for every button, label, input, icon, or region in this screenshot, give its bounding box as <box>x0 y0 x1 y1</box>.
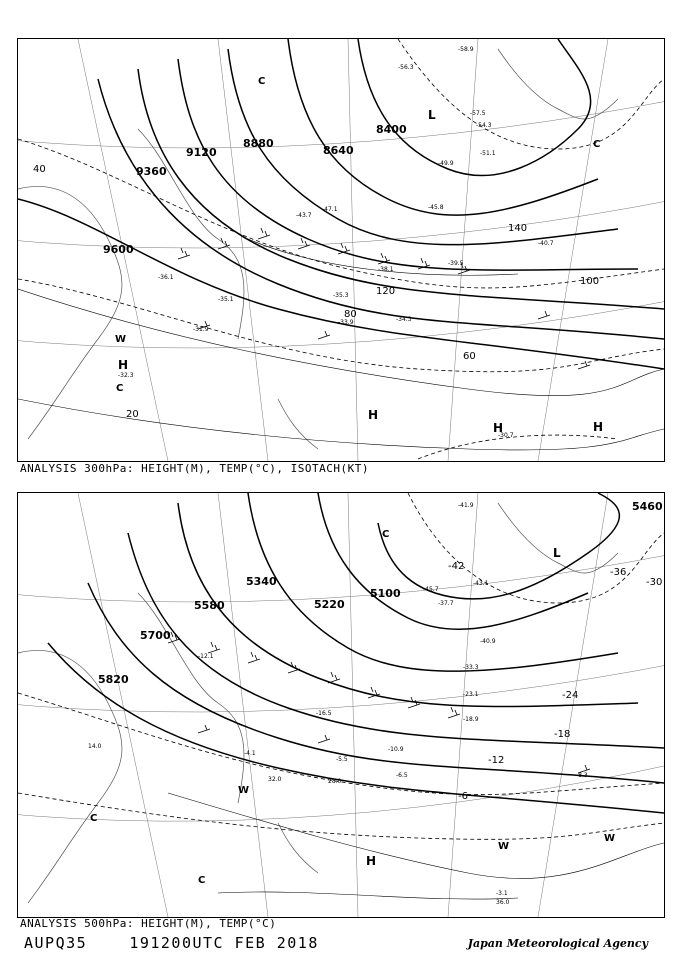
temperature-label: -32.3 <box>118 372 134 379</box>
temperature-label: -33.9 <box>338 319 354 326</box>
station-value: -12.1 <box>198 653 214 660</box>
temperature-label: -47.1 <box>322 206 338 213</box>
isotach-label: 40 <box>33 164 46 175</box>
high-center: H <box>493 421 504 435</box>
product-code: AUPQ35 <box>24 934 88 952</box>
temperature-label: -30.7 <box>498 432 514 439</box>
temperature-label: -35.3 <box>333 292 349 299</box>
temperature-label: -40.7 <box>538 240 554 247</box>
isotach-label: 120 <box>376 286 396 297</box>
chart-500hpa-map <box>18 493 664 917</box>
cold-center: C <box>382 529 390 540</box>
cold-center: C <box>116 383 124 394</box>
cold-center: C <box>258 76 266 87</box>
warm-center: W <box>604 833 616 844</box>
station-value: -43.1 <box>473 580 489 587</box>
temperature-label-group <box>118 46 554 439</box>
isotach-label-group <box>33 164 599 420</box>
station-value: 32.0 <box>268 776 282 783</box>
isotach-label: 140 <box>508 223 528 234</box>
station-value: -5.5 <box>336 756 348 763</box>
station-value: -23.1 <box>463 691 479 698</box>
temperature-label: -43.7 <box>296 212 312 219</box>
warm-center: W <box>498 841 510 852</box>
cold-center: C <box>593 139 601 150</box>
station-value: -37.7 <box>438 600 454 607</box>
isotherm-label: -18 <box>554 729 571 740</box>
temperature-label: -35.1 <box>218 296 234 303</box>
height-label: 5580 <box>194 599 225 612</box>
high-center: H <box>118 358 129 372</box>
cold-center: C <box>198 875 206 886</box>
station-value: -3.1 <box>496 890 508 897</box>
temperature-label: -51.1 <box>480 150 496 157</box>
high-center: H <box>368 408 379 422</box>
valid-time: 191200UTC FEB 2018 <box>129 934 319 952</box>
temperature-label: -36.1 <box>158 274 174 281</box>
temperature-label: -56.3 <box>398 64 414 71</box>
station-value: 28.0 <box>328 778 342 785</box>
isotherm-label-group <box>448 561 662 802</box>
height-label: 5220 <box>314 598 345 611</box>
isotherm-label: -36 <box>610 567 627 578</box>
isotach-label: 60 <box>463 351 476 362</box>
warm-center: W <box>115 334 127 345</box>
temperature-label: -45.8 <box>428 204 444 211</box>
height-label: 8640 <box>323 144 354 157</box>
isotach-label: 100 <box>580 276 600 287</box>
isotach-label: 80 <box>344 309 357 320</box>
temperature-label: -58.9 <box>458 46 474 53</box>
cold-center: C <box>90 813 98 824</box>
low-center: L <box>553 546 561 560</box>
station-value: -41.9 <box>458 502 474 509</box>
station-value: -16.5 <box>316 710 332 717</box>
height-label: 5700 <box>140 629 171 642</box>
isotherm-label: -6 <box>458 791 468 802</box>
height-label: 5340 <box>246 575 277 588</box>
station-value: -45.7 <box>423 586 439 593</box>
temperature-label: -49.9 <box>438 160 454 167</box>
isotach-label: 20 <box>126 409 139 420</box>
coastline <box>18 503 618 903</box>
chart-500hpa-caption: ANALYSIS 500hPa: HEIGHT(M), TEMP(°C) <box>20 917 277 930</box>
wind-barbs <box>178 228 590 369</box>
temperature-label: -54.3 <box>476 122 492 129</box>
station-value: -10.9 <box>388 746 404 753</box>
product-header <box>24 934 319 952</box>
height-label: 9600 <box>103 243 134 256</box>
height-label: 8400 <box>376 123 407 136</box>
station-value: -6.5 <box>396 772 408 779</box>
station-value: -40.9 <box>480 638 496 645</box>
chart-300hpa <box>17 38 665 462</box>
station-value: -18.9 <box>463 716 479 723</box>
temperature-label: -34.3 <box>396 316 412 323</box>
chart-300hpa-map <box>18 39 664 461</box>
isotherm-label: -24 <box>562 690 579 701</box>
isotherm-label: -30 <box>646 577 663 588</box>
height-label: 5100 <box>370 587 401 600</box>
height-label: 5820 <box>98 673 129 686</box>
height-label: 8880 <box>243 137 274 150</box>
temperature-label: -31.9 <box>193 326 209 333</box>
station-value: 14.0 <box>88 743 102 750</box>
high-center: H <box>593 420 604 434</box>
wind-barbs <box>168 632 590 773</box>
station-value-group <box>88 502 588 906</box>
low-center: L <box>428 108 436 122</box>
station-value: 36.0 <box>496 899 510 906</box>
station-value: -8.3 <box>576 772 588 779</box>
agency-name: Japan Meteorological Agency <box>467 937 648 950</box>
temperature-label: -57.5 <box>470 110 486 117</box>
height-label: 5460 <box>632 500 663 513</box>
warm-center: W <box>238 785 250 796</box>
station-value: -33.3 <box>463 664 479 671</box>
height-label: 9120 <box>186 146 217 159</box>
thermal-ridge-lines <box>168 793 664 899</box>
high-center: H <box>366 854 377 868</box>
temperature-label: -38.1 <box>378 266 394 273</box>
isotherm-label: -42 <box>448 561 465 572</box>
isotherm-label: -12 <box>488 755 505 766</box>
temperature-label: -39.5 <box>448 260 464 267</box>
chart-500hpa <box>17 492 665 918</box>
pressure-center-group <box>90 529 615 886</box>
chart-300hpa-caption: ANALYSIS 300hPa: HEIGHT(M), TEMP(°C), ISOTACH(KT) <box>20 462 370 475</box>
station-value: -4.1 <box>244 750 256 757</box>
height-label-group <box>103 123 407 256</box>
height-label: 9360 <box>136 165 167 178</box>
height-contours <box>48 493 664 813</box>
